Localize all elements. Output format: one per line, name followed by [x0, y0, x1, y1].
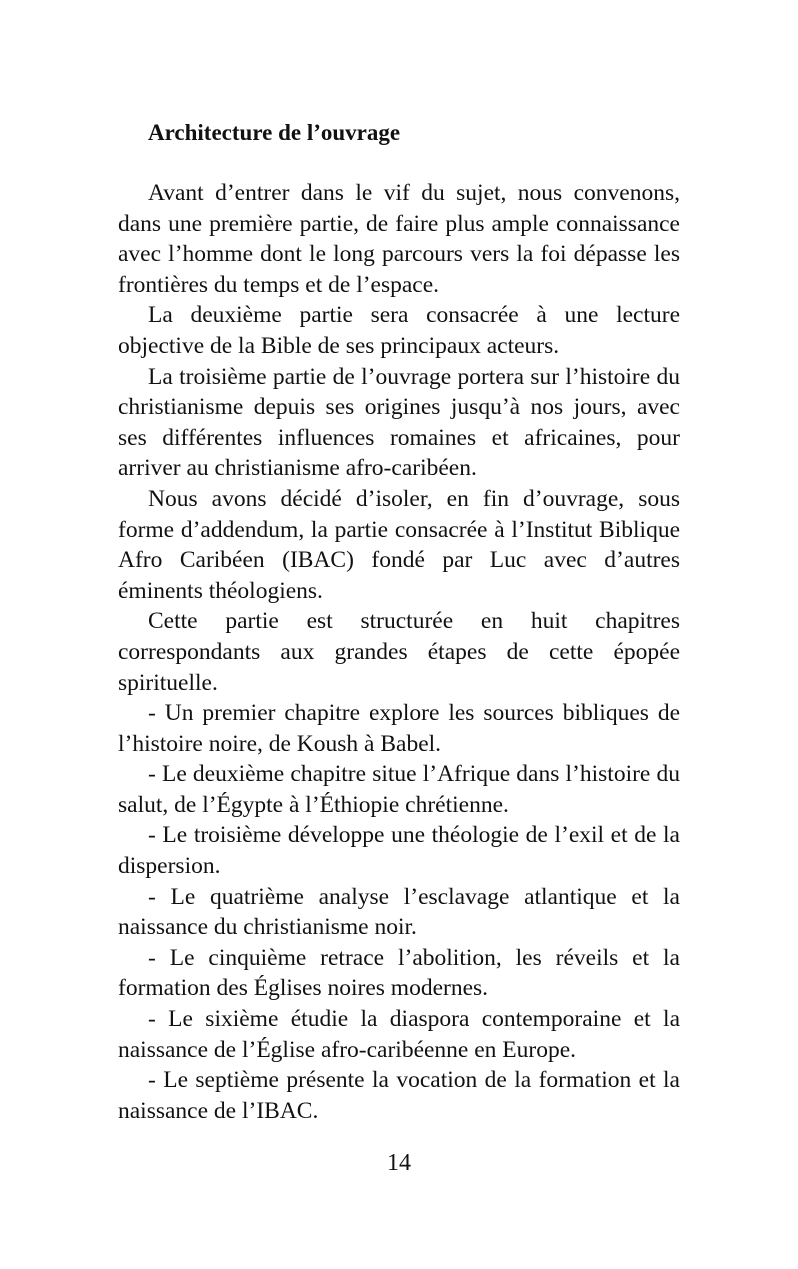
chapter-item-6: - Le sixième étudie la diaspora contemporaine et la naissance de l’Église afro-caribéenne en Europe. — [118, 1006, 680, 1063]
page-number: 14 — [387, 1150, 411, 1176]
chapter-item-2: - Le deuxième chapitre situe l’Afrique dans l’histoire du salut, de l’Égypte à l’Éthiopie chrétienne. — [118, 761, 680, 818]
chapter-item-4: - Le quatrième analyse l’esclavage atlantique et la naissance du christianisme noir. — [118, 883, 680, 941]
section-heading: Architecture de l’ouvrage — [148, 120, 401, 145]
chapter-item-3: - Le troisième développe une théologie de l’exil et de la dispersion. — [118, 822, 680, 880]
chapter-item-1: - Un premier chapitre explore les sources bibliques de l’histoire noire, de Koush à Babel. — [118, 700, 680, 757]
body-text — [118, 178, 680, 1126]
chapter-item-7: - Le septième présente la vocation de la formation et la naissance de l’IBAC. — [118, 1067, 680, 1124]
paragraph-part-three: La troisième partie de l’ouvrage portera sur l’histoire du christianisme depuis ses origines jusqu’à nos jours, avec ses différentes influences romaines et africaines, pour arriver au christianisme afro-caribéen. — [118, 363, 680, 482]
paragraph-part-two: La deuxième partie sera consacrée à une lecture objective de la Bible de ses principaux acteurs. — [118, 302, 680, 359]
chapter-item-5: - Le cinquième retrace l’abolition, les réveils et la formation des Églises noires modernes. — [118, 944, 680, 1002]
paragraph-structure: Cette partie est structurée en huit chapitres correspondants aux grandes étapes de cette épopée spirituelle. — [118, 608, 680, 696]
paragraph-intro: Avant d’entrer dans le vif du sujet, nous convenons, dans une première partie, de faire plus ample connaissance avec l’homme dont le long parcours vers la foi dépasse les frontières du temps et de l’espace. — [118, 180, 680, 298]
paragraph-addendum: Nous avons décidé d’isoler, en fin d’ouvrage, sous forme d’addendum, la partie consacrée à l’Institut Biblique Afro Caribéen (IBAC) fondé par Luc avec d’autres éminents théologiens. — [118, 485, 680, 604]
